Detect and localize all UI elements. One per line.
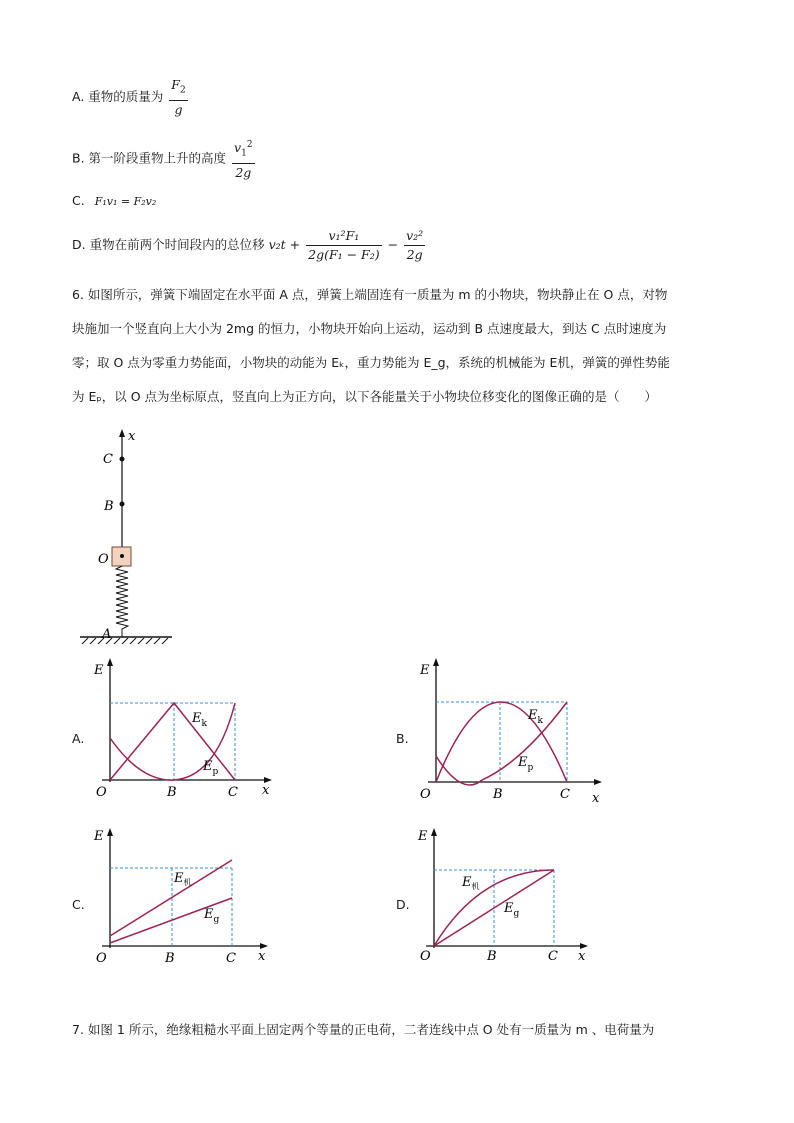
graph-b-letter[interactable]: B. [396, 731, 409, 746]
question-7-number: 7. [72, 1022, 84, 1037]
option-c[interactable] [72, 193, 156, 208]
graph-a[interactable] [86, 652, 286, 802]
option-b-den: 2g [235, 164, 252, 180]
graph-b-tick-b: B [493, 787, 503, 802]
option-a-den: g [174, 101, 183, 117]
graph-d-y-label: E [418, 829, 428, 844]
option-d-fraction-2 [404, 227, 425, 264]
graph-d-tick-c: C [548, 949, 558, 964]
point-b-label: B [104, 499, 114, 514]
option-d-frac1-den: 2g(F₁ − F₂) [308, 247, 380, 262]
graph-a-y-label: E [94, 663, 104, 678]
option-b-text: 第一阶段重物上升的高度 [88, 150, 227, 166]
graph-d-eg-label: $E_g$ [504, 901, 520, 919]
graph-d-letter[interactable]: D. [396, 897, 410, 912]
graph-c[interactable] [86, 820, 286, 970]
option-b-num-sup: 2 [246, 140, 253, 150]
point-b-dot [120, 502, 125, 507]
option-d-term1: v₂t + [268, 237, 301, 252]
option-a-fraction [169, 76, 187, 119]
option-a-num: F [171, 77, 180, 92]
option-b-num: v [234, 140, 242, 156]
graph-b-x-arrow [594, 779, 602, 785]
option-d-frac2-num: v₂² [404, 227, 425, 246]
option-b-num-sub: 1 [241, 148, 247, 159]
option-c-letter: C. [72, 193, 85, 208]
graph-b-ek-curve [436, 702, 567, 782]
graph-b-y-arrow [433, 658, 439, 666]
spring-figure-axis-label: x [128, 429, 136, 444]
question-7 [72, 1020, 654, 1038]
point-o-dot [120, 554, 124, 558]
point-a-label: A [102, 627, 112, 642]
option-d-text: 重物在前两个时间段内的总位移 [89, 237, 265, 252]
point-c-label: C [103, 452, 113, 467]
option-a[interactable] [72, 76, 190, 119]
graph-a-origin: O [96, 785, 107, 800]
graph-a-x-label: x [262, 783, 270, 798]
option-a-letter: A. [72, 88, 85, 104]
question-6 [72, 278, 732, 414]
graph-b[interactable] [412, 652, 612, 807]
graph-d-origin: O [420, 949, 431, 964]
graph-d-emech-label: $E_机$ [462, 875, 480, 891]
graph-b-ep-curve [436, 702, 567, 785]
graph-c-y-label: E [94, 829, 104, 844]
graph-d-x-label: x [578, 949, 586, 964]
graph-b-ep-label: $E_p$ [518, 755, 534, 773]
graph-b-x-label: x [592, 791, 600, 806]
graph-c-letter[interactable]: C. [72, 897, 85, 912]
option-a-text: 重物的质量为 [88, 88, 164, 104]
option-b-fraction [232, 136, 255, 182]
graph-b-tick-c: C [560, 787, 570, 802]
option-d[interactable] [72, 227, 427, 264]
option-b-letter: B. [72, 150, 85, 166]
option-a-num-sub: 2 [179, 85, 186, 96]
option-b[interactable] [72, 136, 257, 182]
spring-figure [70, 425, 180, 650]
point-c-dot [120, 457, 125, 462]
graph-d[interactable] [410, 820, 610, 970]
graph-d-y-arrow [431, 828, 437, 836]
graph-b-y-label: E [420, 663, 430, 678]
spring [116, 566, 128, 637]
point-o-label: O [98, 552, 109, 567]
question-7-text: 如图 1 所示，绝缘粗糙水平面上固定两个等量的正电荷，二者连线中点 O 处有一质量为 m 、电荷量为 [87, 1022, 655, 1037]
graph-c-guides [110, 868, 232, 946]
graph-b-origin: O [420, 787, 431, 802]
graph-c-y-arrow [107, 828, 113, 836]
question-6-line-1 [72, 278, 732, 312]
graph-a-tick-b: B [167, 785, 177, 800]
option-d-letter: D. [72, 237, 86, 252]
question-6-line-4: 为 Eₚ，以 O 点为坐标原点，竖直向上为正方向，以下各能量关于小物块位移变化的图像正确的是（ ） [72, 389, 658, 404]
question-6-line-3: 零；取 O 点为零重力势能面，小物块的动能为 Eₖ，重力势能为 E_g，系统的机械能为 E机，弹簧的弹性势能 [72, 355, 670, 370]
graph-c-tick-c: C [226, 951, 236, 966]
graph-a-letter[interactable]: A. [72, 731, 85, 746]
graph-a-ek-label: $E_k$ [192, 711, 207, 729]
question-6-line-2: 块施加一个竖直向上大小为 2mg 的恒力，小物块开始向上运动，运动到 B 点速度最大，到达 C 点时速度为 [72, 321, 667, 336]
option-d-frac2-den: 2g [406, 247, 423, 262]
question-6-number: 6. [72, 287, 84, 302]
graph-a-y-arrow [107, 658, 113, 666]
option-c-expr: F₁v₁ = F₂v₂ [94, 195, 157, 208]
option-d-fraction-1 [306, 227, 382, 264]
graph-d-tick-b: B [487, 949, 497, 964]
ground-hatching [82, 638, 168, 644]
graph-a-ep-label: $E_p$ [203, 759, 219, 777]
graph-a-tick-c: C [228, 785, 238, 800]
graph-b-ek-label: $E_k$ [528, 708, 543, 726]
graph-c-eg-label: $E_g$ [204, 907, 220, 925]
question-6-line-1-text: 如图所示，弹簧下端固定在水平面 A 点，弹簧上端固连有一质量为 m 的小物块，物块静止在 O 点，对物 [87, 287, 668, 302]
option-d-frac1-num: v₁²F₁ [306, 227, 382, 246]
graph-c-emech-label: $E_机$ [174, 871, 192, 887]
option-d-minus: − [387, 237, 399, 252]
spring-figure-axis-arrow [119, 429, 125, 437]
graph-c-origin: O [96, 951, 107, 966]
graph-c-x-label: x [258, 949, 266, 964]
graph-c-tick-b: B [165, 951, 175, 966]
